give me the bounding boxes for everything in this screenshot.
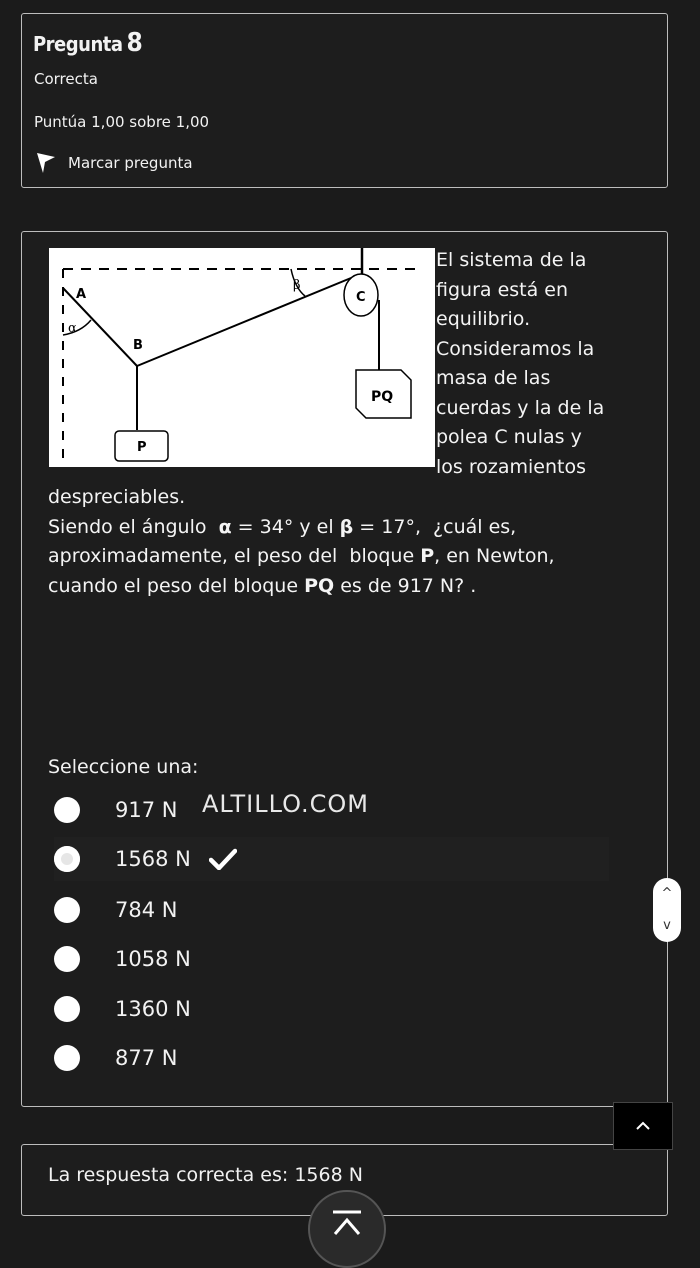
text-span: aproximadamente, el peso del bloque (48, 545, 421, 567)
question-text-line: despreciables. (48, 486, 186, 508)
question-title (33, 28, 142, 58)
question-text-line: Consideramos la (436, 337, 595, 360)
question-text-line: figura está en (436, 278, 569, 301)
figure-label-P: P (137, 440, 147, 455)
radio-button[interactable] (54, 946, 80, 972)
radio-button[interactable] (54, 1045, 80, 1071)
question-text-line: El sistema de la (436, 249, 587, 271)
answer-prompt: Seleccione una: (48, 756, 199, 778)
scroll-down-icon[interactable]: v (663, 918, 671, 933)
answer-label: 917 N (115, 798, 178, 822)
figure-label-alpha: α (68, 321, 77, 336)
question-text-line (48, 542, 648, 572)
alpha-symbol: α (218, 515, 232, 538)
question-text-line (48, 513, 648, 543)
answer-option[interactable] (54, 788, 609, 832)
scroll-nav-widget (653, 878, 681, 942)
answer-option-selected[interactable] (54, 837, 609, 881)
radio-button[interactable] (54, 996, 80, 1022)
answer-option[interactable] (54, 888, 609, 932)
chevron-up-icon (635, 1121, 651, 1131)
scroll-up-button[interactable] (613, 1102, 673, 1150)
answer-option[interactable] (54, 937, 609, 981)
text-span: = 34° y el (231, 515, 340, 538)
answer-option[interactable] (54, 987, 609, 1031)
watermark: ALTILLO.COM (202, 790, 370, 818)
question-info-panel (21, 13, 668, 188)
back-to-top-button[interactable] (308, 1190, 386, 1268)
radio-button[interactable] (54, 897, 80, 923)
text-span: cuando el peso del bloque (48, 574, 305, 597)
question-number: 8 (126, 28, 143, 58)
question-text-below (48, 483, 648, 601)
answer-option[interactable] (54, 1036, 609, 1080)
scroll-up-icon[interactable]: ^ (661, 886, 673, 901)
figure-label-B: B (133, 338, 143, 353)
question-state: Correcta (34, 70, 98, 88)
text-span: = 17°, ¿cuál es, (353, 515, 517, 538)
figure-label-beta: β (293, 278, 301, 293)
back-to-top-icon (327, 1208, 367, 1238)
text-span: Siendo el ángulo (48, 515, 219, 538)
checkmark-icon (209, 848, 237, 870)
radio-button-checked[interactable] (54, 846, 80, 872)
beta-symbol: β (339, 515, 354, 538)
flag-icon (34, 151, 58, 175)
figure-label-A: A (76, 287, 87, 302)
question-content-panel (21, 231, 668, 1107)
figure-label-PQ: PQ (371, 389, 394, 405)
block-P-name: P (420, 545, 435, 567)
text-span: , en Newton, (434, 545, 555, 567)
text-span: es de 917 N? . (334, 574, 477, 597)
answer-label: 877 N (115, 1046, 178, 1070)
answer-label: 784 N (115, 898, 178, 922)
figure-label-C: C (356, 290, 366, 305)
flag-question-button[interactable] (34, 151, 193, 175)
question-text-right (436, 246, 636, 482)
question-text-line (48, 572, 648, 602)
block-PQ-name: PQ (304, 574, 335, 597)
question-title-word: Pregunta (33, 32, 123, 56)
radio-button[interactable] (54, 797, 80, 823)
answer-label: 1360 N (115, 997, 191, 1021)
question-text-line: los rozamientos (436, 455, 586, 478)
question-grade: Puntúa 1,00 sobre 1,00 (34, 113, 210, 131)
question-text-line: masa de las (436, 367, 551, 389)
correct-answer-text: La respuesta correcta es: 1568 N (48, 1164, 363, 1186)
answer-label: 1568 N (115, 847, 191, 871)
question-text-line: cuerdas y la de la (436, 396, 605, 419)
question-text-line: equilibrio. (436, 308, 531, 330)
flag-question-label: Marcar pregunta (68, 154, 193, 172)
question-text-line: polea C nulas y (436, 426, 582, 448)
answer-label: 1058 N (115, 947, 191, 971)
equilibrium-figure (49, 248, 435, 467)
